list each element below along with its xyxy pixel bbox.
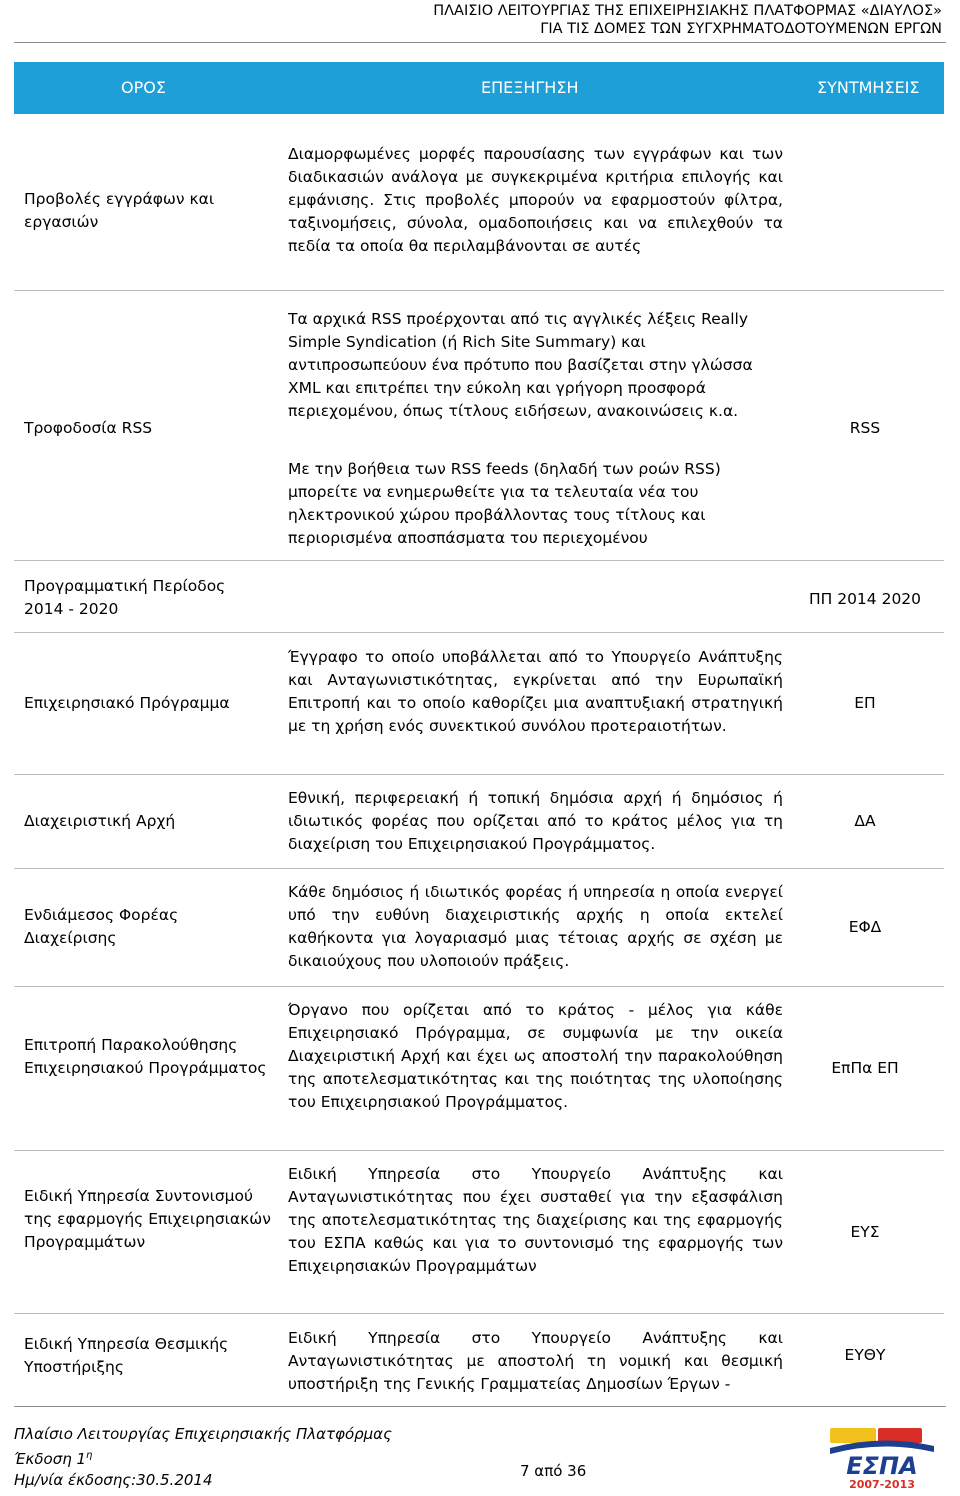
table-row-2-term: Προγραμματική Περίοδος 2014 - 2020 bbox=[24, 577, 226, 618]
logo-years: 2007-2013 bbox=[849, 1478, 915, 1491]
page-number: 7 από 36 bbox=[520, 1462, 587, 1480]
col-header-term: ΟΡΟΣ bbox=[121, 78, 166, 97]
row-separator bbox=[14, 290, 944, 291]
table-row-1-abbr: RSS bbox=[849, 419, 881, 437]
table-row-0-explanation: Διαμορφωμένες μορφές παρουσίασης των εγγράφων και των διαδικασιών ανάλογα με συγκεκριμένα κριτήρια επιλογής και εμφάνισης. Στις προβολές μπορούν να εφαρμοστούν φίλτρα, ταξινομήσεις, σύνολα, ομαδοποιήσεις και να επιλεχθούν τα πεδία τα οποία θα περιλαμβάνονται σε αυτές bbox=[288, 145, 783, 255]
table-row-1-term: Τροφοδοσία RSS bbox=[24, 419, 153, 437]
table-row-8-explanation: Ειδική Υπηρεσία στο Υπουργείο Ανάπτυξης και Ανταγωνιστικότητας με αποστολή τη νομική και θεσμική υποστήριξη της Γενικής Γραμματείας Δημοσίων Έργων - bbox=[288, 1329, 783, 1393]
col-header-abbr: ΣΥΝΤΜΗΣΕΙΣ bbox=[817, 78, 920, 97]
table-row-7-explanation: Ειδική Υπηρεσία στο Υπουργείο Ανάπτυξης και Ανταγωνιστικότητας που έχει συσταθεί για την εξασφάλιση της αποτελεσματικότητας της διαχείρισης και της εφαρμογής του ΕΣΠΑ καθώς και για το συντονισμό της εφαρμογής των Επιχειρησιακών Προγραμμάτων bbox=[288, 1165, 783, 1275]
table-row-7-term: Ειδική Υπηρεσία Συντονισμού της εφαρμογής Επιχειρησιακών Προγραμμάτων bbox=[24, 1187, 271, 1251]
table-row-4-term: Διαχειριστική Αρχή bbox=[24, 812, 176, 830]
table-row-8-term: Ειδική Υπηρεσία Θεσμικής Υποστήριξης bbox=[24, 1335, 229, 1376]
row-separator bbox=[14, 1150, 944, 1151]
table-row-5-explanation: Κάθε δημόσιος ή ιδιωτικός φορέας ή υπηρεσία η οποία ενεργεί υπό την ευθύνη διαχειριστικής αρχής η οποία εκτελεί καθήκοντα για λογαριασμό μιας τέτοιας αρχής σε σχέση με δικαιούχους που υλοποιούν πράξεις. bbox=[288, 883, 783, 970]
page-header bbox=[433, 2, 942, 38]
table-row-5-term: Ενδιάμεσος Φορέας Διαχείρισης bbox=[24, 906, 179, 947]
table-row-7-abbr: ΕΥΣ bbox=[850, 1223, 880, 1241]
row-separator bbox=[14, 560, 944, 561]
col-header-explanation: ΕΠΕΞΗΓΗΣΗ bbox=[481, 78, 579, 97]
header-line-1: ΠΛΑΙΣΙΟ ΛΕΙΤΟΥΡΓΙΑΣ ΤΗΣ ΕΠΙΧΕΙΡΗΣΙΑΚΗΣ ΠΛΑΤΦΟΡΜΑΣ «ΔΙΑΥΛΟΣ» bbox=[433, 3, 942, 19]
logo-name: ΕΣΠΑ bbox=[846, 1452, 918, 1480]
table-row-1-explanation-2: Με την βοήθεια των RSS feeds (δηλαδή των ροών RSS) μπορείτε να ενημερωθείτε για τα τελευταία νέα του ηλεκτρονικού χώρου προβάλλοντας τους τίτλους και περιορισμένα αποσπάσματα του περιεχομένου bbox=[288, 460, 721, 547]
row-separator bbox=[14, 986, 944, 987]
espa-logo bbox=[822, 1424, 942, 1492]
footer-edition: Έκδοση $1^\eta$ bbox=[14, 1450, 93, 1468]
table-row-4-abbr: ΔΑ bbox=[854, 812, 876, 830]
table-row-3-term: Επιχειρησιακό Πρόγραμμα bbox=[24, 694, 230, 712]
table-row-1-explanation-1: Τα αρχικά RSS προέρχονται από τις αγγλικές λέξεις Really Simple Syndication (ή Rich Site Summary) και αντιπροσωπεύουν ένα πρότυπο που βασίζεται στην γλώσσα XML και επιτρέπει την εύκολη και γρήγορη προσφορά περιεχομένου, όπως τίτλους ειδήσεων, ανακοινώσεις κ.α. bbox=[288, 310, 753, 420]
table-row-6-abbr: ΕπΠα ΕΠ bbox=[831, 1059, 899, 1077]
footer-rule bbox=[14, 1406, 946, 1407]
header-line-2: ΓΙΑ ΤΙΣ ΔΟΜΕΣ ΤΩΝ ΣΥΓΧΡΗΜΑΤΟΔΟΤΟΥΜΕΝΩΝ ΕΡΓΩΝ bbox=[540, 21, 942, 37]
row-separator bbox=[14, 868, 944, 869]
table-row-5-abbr: ΕΦΔ bbox=[848, 918, 882, 936]
table-row-3-explanation: Έγγραφο το οποίο υποβάλλεται από το Υπουργείο Ανάπτυξης και Ανταγωνιστικότητας, εγκρίνεται από την Ευρωπαϊκή Επιτροπή και το οποίο καθορίζει μια αναπτυξιακή στρατηγική με τη χρήση ενός συνεκτικού συνόλου προτεραιοτήτων. bbox=[288, 648, 783, 735]
footer-title: Πλαίσιο Λειτουργίας Επιχειρησιακής Πλατφόρμας bbox=[14, 1425, 392, 1443]
table-row-3-abbr: ΕΠ bbox=[854, 694, 876, 712]
footer-info bbox=[14, 1424, 392, 1491]
row-separator bbox=[14, 632, 944, 633]
table-row-8-abbr: ΕΥΘΥ bbox=[844, 1346, 886, 1364]
footer-date: Ημ/νία έκδοσης:30.5.2014 bbox=[14, 1471, 213, 1489]
table-header-row bbox=[14, 62, 944, 114]
header-rule bbox=[14, 42, 946, 43]
table-row-2-abbr: ΠΠ 2014 2020 bbox=[808, 590, 922, 608]
espa-logo-flag-icon bbox=[830, 1428, 934, 1454]
table-row-0-term: Προβολές εγγράφων και εργασιών bbox=[24, 190, 215, 231]
row-separator bbox=[14, 774, 944, 775]
table-row-4-explanation: Εθνική, περιφερειακή ή τοπική δημόσια αρχή ή δημόσιος ή ιδιωτικός φορέας που ορίζεται από το κράτος μέλος για τη διαχείριση του Επιχειρησιακού Προγράμματος. bbox=[288, 789, 783, 853]
row-separator bbox=[14, 1313, 944, 1314]
table-row-6-explanation: Όργανο που ορίζεται από το κράτος - μέλος για κάθε Επιχειρησιακό Πρόγραμμα, σε συμφωνία με την οικεία Διαχειριστική Αρχή και έχει ως αποστολή την παρακολούθηση της αποτελεσματικότητας και της ποιότητας της υλοποίησης του Επιχειρησιακού Προγράμματος. bbox=[288, 1001, 783, 1111]
table-row-6-term: Επιτροπή Παρακολούθησης Επιχειρησιακού Προγράμματος bbox=[24, 1036, 267, 1077]
footer-edition-sup: η bbox=[86, 1450, 93, 1461]
